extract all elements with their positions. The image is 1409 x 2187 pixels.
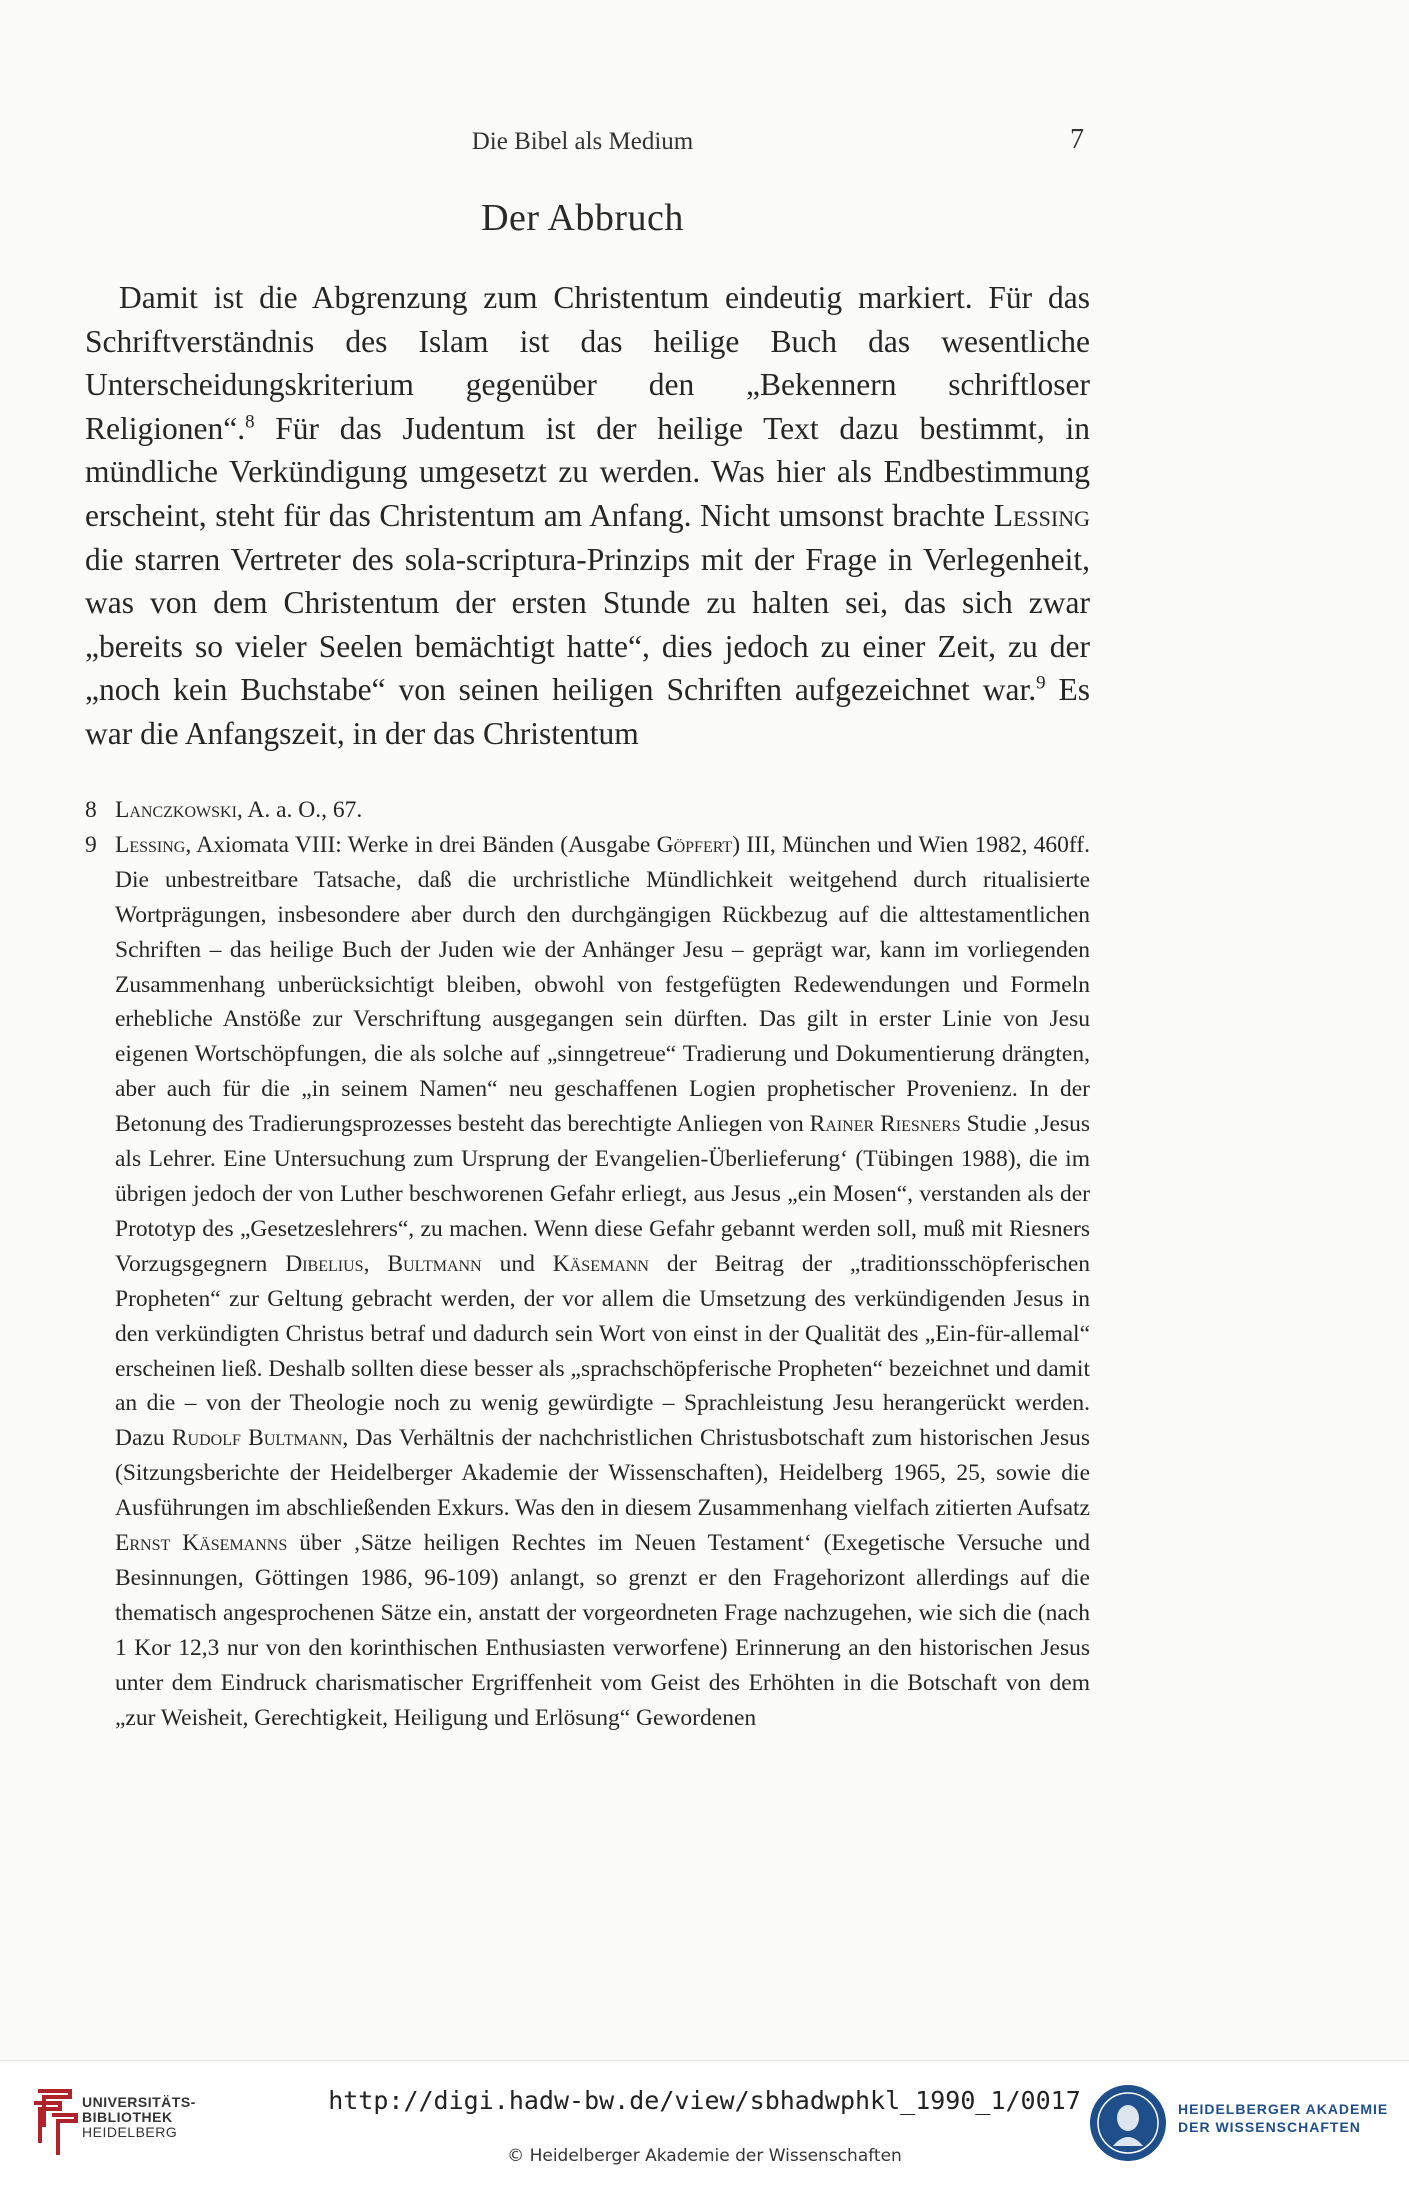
body-text-2: Für das Judentum ist der heilige Text dazu bestimmt, in mündliche Verkündigung umgesetzt zu werden. Was hier als Endbestimmung erscheint, steht für das Christentum am Anfang. Nicht umsonst brachte xyxy=(85,410,1090,533)
academy-name xyxy=(1178,2100,1388,2136)
footnote-9-ernst-kaesemann: Ernst Käsemanns xyxy=(115,1530,288,1557)
footnote-9-text-3: Studie ‚Jesus als Lehrer. Eine Untersuchung zum Ursprung der Evangelien-Überlieferung‘ (Tübingen 1988), die im übrigen jedoch der von Luther beschworenen Gefahr erliegt, aus Jesus „ein Mosen“, verstanden als der Prototyp des „Gesetzeslehrers“, zu machen. Wenn diese Gefahr gebannt werden soll, muß mit Riesners Vorzugsgegnern xyxy=(115,1111,1091,1277)
running-title: Die Bibel als Medium xyxy=(471,128,694,155)
footnote-9-text-6: der Beitrag der „traditionsschöpferischen Propheten“ zur Geltung gebracht werden, der vor allem die Umsetzung des verkündigenden Jesus in den verkündigten Christus betraf und dadurch sein Wort von einst in der Qualität des „Ein-für-allemal“ erscheinen ließ. Deshalb sollten diese besser als „sprachschöpferische Propheten“ bezeichnet und damit an die – von der Theologie noch zu wenig gewürdigte – Sprachleistung Jesu herangerückt werden. Dazu xyxy=(115,1250,1091,1452)
body-paragraph xyxy=(85,276,1090,756)
footnote-9-text-2: ) III, München und Wien 1982, 460ff. Die unbestreitbare Tatsache, daß die urchristliche Mündlichkeit weitgehend durch ritualisierte Wortprägungen, insbesondere aber durch den durchgängigen Rückbezug auf die alttestamentlichen Schriften – das heilige Buch der Juden wie der Anhänger Jesu – geprägt war, kann im vorliegenden Zusammenhang unberücksichtigt bleiben, obwohl von festgefügten Redewendungen und Formeln erhebliche Anstöße zur Verschriftung ausgegangen sein dürften. Das gilt in erster Linie von Jesu eigenen Wortschöpfungen, die als solche auf „sinngetreue“ Tradierung und Dokumentierung drängten, aber auch für die „in seinem Namen“ neu geschaffenen Logien prophetischer Provenienz. In der Betonung des Tradierungsprozesses besteht das berechtigte Anliegen von xyxy=(115,831,1091,1138)
footnote-9-dibelius: Dibelius xyxy=(285,1250,364,1277)
footnote-ref-9: 9 xyxy=(1036,672,1046,694)
footnote-8-author: Lanczkowski xyxy=(115,797,237,823)
academy-line-2: DER WISSENSCHAFTEN xyxy=(1178,2119,1361,2135)
body-text-3: die starren Vertreter des sola-scriptura-Prinzips mit der Frage in Verlegenheit, was von dem Christentum der ersten Stunde zu halten sei, das sich zwar „bereits so vieler Seelen bemächtigt hatte“, dies jedoch zu einer Zeit, zu der „noch kein Buchstabe“ von seinen heiligen Schriften aufgezeichnet war. xyxy=(85,541,1090,708)
library-line-1: UNIVERSITÄTS- xyxy=(82,2094,196,2110)
footnote-9-text-4: , xyxy=(363,1250,388,1277)
academy-seal-icon[interactable] xyxy=(1087,2082,1169,2164)
footnote-9-lessing: Lessing xyxy=(115,831,186,858)
footnote-9-text-7: , Das Verhältnis der nachchristlichen Christusbotschaft zum historischen Jesus (Sitzungsberichte der Heidelberger Akademie der Wissenschaften), Heidelberg 1965, 25, sowie die Ausführungen im abschließenden Exkurs. Was den in diesem Zusammenhang vielfach zitierten Aufsatz xyxy=(115,1425,1091,1522)
footnote-9-text-1: , Axiomata VIII: Werke in drei Bänden (Ausgabe xyxy=(185,831,657,858)
body-text-4: Es war die Anfangszeit, in der das Christentum xyxy=(85,672,1090,751)
footnote-9-goepfert: Göpfert xyxy=(656,831,733,858)
footnote-9-number: 9 xyxy=(85,831,97,858)
body-text-1: Damit ist die Abgrenzung zum Christentum eindeutig markiert. Für das Schriftverständnis des Islam ist das heilige Buch das wesentliche Unterscheidungskriterium gegenüber den „Bekennern schriftloser Religionen“. xyxy=(85,280,1090,446)
library-line-3: HEIDELBERG xyxy=(82,2124,178,2140)
footnote-9-bultmann: Bultmann xyxy=(387,1250,482,1277)
copyright-notice: © Heidelberger Akademie der Wissenschaften xyxy=(507,2146,902,2166)
footnote-8-number: 8 xyxy=(85,797,97,823)
footnote-8 xyxy=(85,793,1090,828)
footnote-8-text: , A. a. O., 67. xyxy=(236,797,363,823)
footnote-9-text-5: und xyxy=(481,1250,553,1277)
footnote-9 xyxy=(85,828,1090,1736)
footnote-9-rudolf-bultmann: Rudolf Bultmann xyxy=(171,1425,343,1452)
footnote-9-text-8: über ‚Sätze heiligen Rechtes im Neuen Testament‘ (Exegetische Versuche und Besinnungen, Göttingen 1986, 96-109) anlangt, so grenzt er den Fragehorizont allerdings auf die thematisch angesprochenen Sätze ein, anstatt der vorgeordneten Frage nachzugehen, wie sich die (nach 1 Kor 12,3 nur von den korinthischen Enthusiasten verworfene) Erinnerung an den historischen Jesus unter dem Eindruck charismatischer Ergriffenheit vom Geist des Erhöhten in die Botschaft von dem „zur Weisheit, Gerechtigkeit, Heiligung und Erlösung“ Gewordenen xyxy=(115,1530,1090,1731)
library-line-2: BIBLIOTHEK xyxy=(82,2109,173,2125)
footnote-9-riesner: Rainer Riesners xyxy=(809,1111,961,1138)
author-lessing: Lessing xyxy=(993,497,1090,533)
footnotes xyxy=(85,793,1090,1735)
page-number: 7 xyxy=(1070,124,1084,155)
footnote-ref-8: 8 xyxy=(245,411,255,433)
section-heading: Der Abbruch xyxy=(481,197,684,239)
permalink-url[interactable]: http://digi.hadw-bw.de/view/sbhadwphkl_1990_1/0017 xyxy=(328,2086,1081,2115)
academy-line-1: HEIDELBERGER AKADEMIE xyxy=(1178,2101,1389,2117)
footnote-9-kaesemann: Käsemann xyxy=(552,1250,649,1277)
